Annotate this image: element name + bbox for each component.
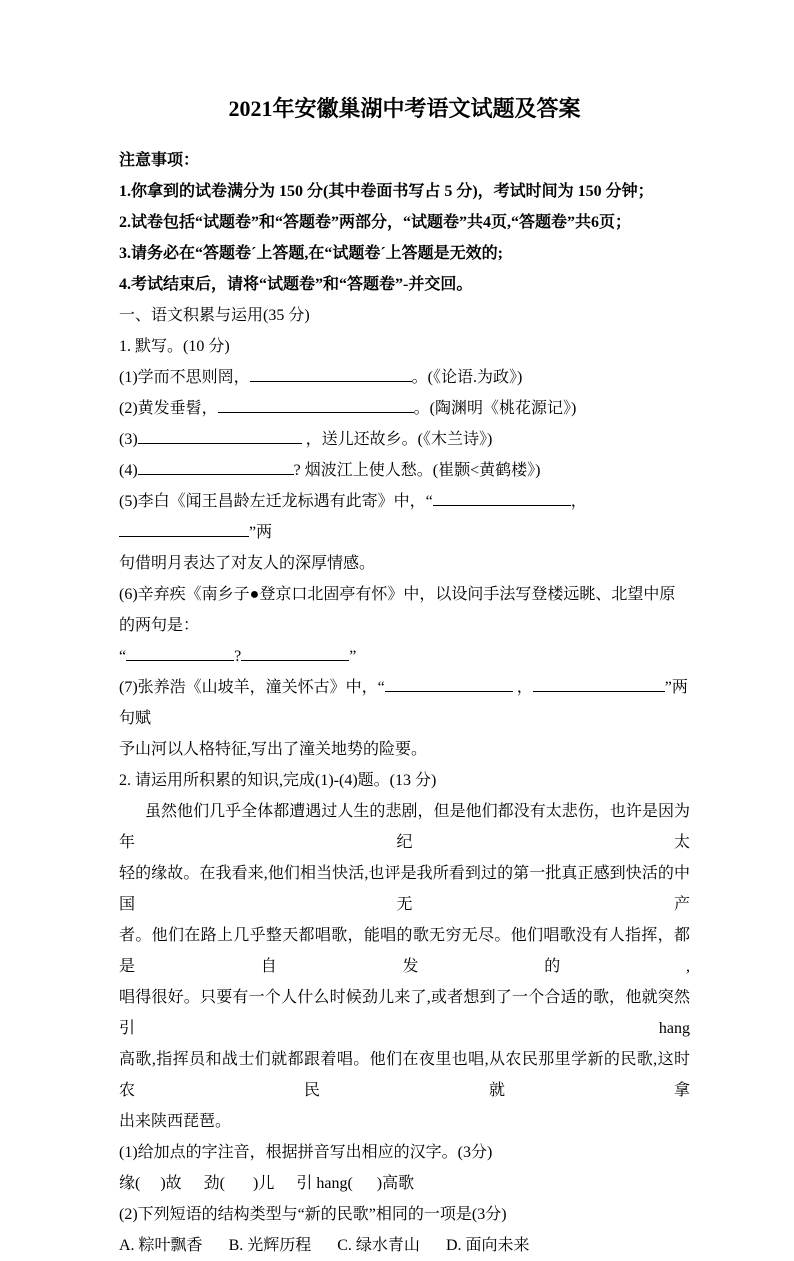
- answer-blank: [218, 400, 414, 413]
- option-c: C. 绿水青山: [337, 1237, 420, 1254]
- answer-blank: [385, 679, 513, 692]
- pinyin-row: [119, 1168, 690, 1199]
- answer-blank: [138, 462, 294, 475]
- pinyin-item-jin: 劲( )儿: [203, 1175, 275, 1192]
- passage-line: 唱得很好。只要有一个人什么时候劲儿来了,或者想到了一个合适的歌，他就突然引 hang: [119, 989, 690, 1037]
- q1-line-4: (4) ? 烟波江上使人愁。(崔颢<黄鹤楼》): [119, 462, 541, 479]
- answer-blank: [250, 369, 412, 382]
- q2-stem: 2. 请运用所积累的知识,完成(1)-(4)题。(13 分): [119, 772, 437, 789]
- q1-line-6-cont: “ ? ”: [119, 648, 357, 665]
- option-b: B. 光辉历程: [228, 1237, 312, 1254]
- notice-heading: 注意事项：: [119, 152, 200, 169]
- notice-item-4: 4.考试结束后，请将“试题卷”和“答题卷”-并交回。: [119, 276, 473, 293]
- q1-line-7: (7)张养浩《山坡羊，潼关怀古》中，“ ， ”两句赋: [119, 679, 688, 727]
- page-title: 2021年安徽巢湖中考语文试题及答案: [228, 96, 581, 121]
- answer-blank: [241, 648, 349, 661]
- passage-line: 出来陕西琵琶。: [119, 1113, 232, 1130]
- passage-line: 虽然他们几乎全体都遭遇过人生的悲剧，但是他们都没有太悲伤，也许是因为年纪太: [119, 803, 690, 851]
- answer-blank: [119, 524, 249, 537]
- q1-stem: 1. 默写。(10 分): [119, 338, 230, 355]
- q1-line-6: (6)辛弃疾《南乡子●登京口北固亭有怀》中，以设问手法写登楼远眺、北望中原的两句是：: [119, 586, 676, 634]
- notice-item-1: 1.你拿到的试卷满分为 150 分(其中卷面书写占 5 分)，考试时间为 150 分钟；: [119, 183, 654, 200]
- answer-blank: [533, 679, 665, 692]
- answer-blank: [433, 493, 571, 506]
- q2-sub1: (1)给加点的字注音，根据拼音写出相应的汉字。(3分): [119, 1144, 493, 1161]
- option-d: D. 面向未来: [445, 1237, 530, 1254]
- pinyin-item-hang: 引 hang( )高歌: [296, 1175, 415, 1192]
- answer-blank: [126, 648, 234, 661]
- q1-line-5-cont: 句借明月表达了对友人的深厚情感。: [119, 555, 376, 572]
- pinyin-item-yuan: 缘( )故: [119, 1175, 182, 1192]
- passage-line: 高歌,指挥员和战士们就都跟着唱。他们在夜里也唱,从农民那里学新的民歌,这时农民就拿: [119, 1051, 690, 1099]
- q1-line-5: (5)李白《闻王昌龄左迁龙标遇有此寄》中，“ ， ”两: [119, 493, 591, 541]
- section-heading: 一、语文积累与运用(35 分): [119, 307, 310, 324]
- option-a: A. 粽叶飘香: [119, 1237, 203, 1254]
- passage-line: 轻的缘故。在我看来,他们相当快活,也评是我所看到过的第一批真正感到快活的中国无产: [119, 865, 690, 913]
- notice-item-3: 3.请务必在“答题卷´上答题,在“试题卷´上答题是无效的;: [119, 245, 503, 262]
- notice-item-2: 2.试卷包括“试题卷”和“答题卷”两部分，“试题卷”共4页,“答题卷”共6页；: [119, 214, 632, 231]
- q1-line-1: (1)学而不思则罔， 。(《论语.为政》): [119, 369, 523, 386]
- q1-line-2: (2)黄发垂髫， 。(陶渊明《桃花源记》): [119, 400, 577, 417]
- q1-line-3: (3) ，送儿还故乡。(《木兰诗》): [119, 431, 493, 448]
- q1-line-7-cont: 予山河以人格特征,写出了潼关地势的险要。: [119, 741, 428, 758]
- passage-line: 者。他们在路上几乎整天都唱歌，能唱的歌无穷无尽。他们唱歌没有人指挥，都是自发的,: [119, 927, 690, 975]
- q2-sub2: (2)下列短语的结构类型与“新的民歌”相同的一项是(3分): [119, 1206, 507, 1223]
- answer-blank: [138, 431, 302, 444]
- options-row: [119, 1230, 690, 1261]
